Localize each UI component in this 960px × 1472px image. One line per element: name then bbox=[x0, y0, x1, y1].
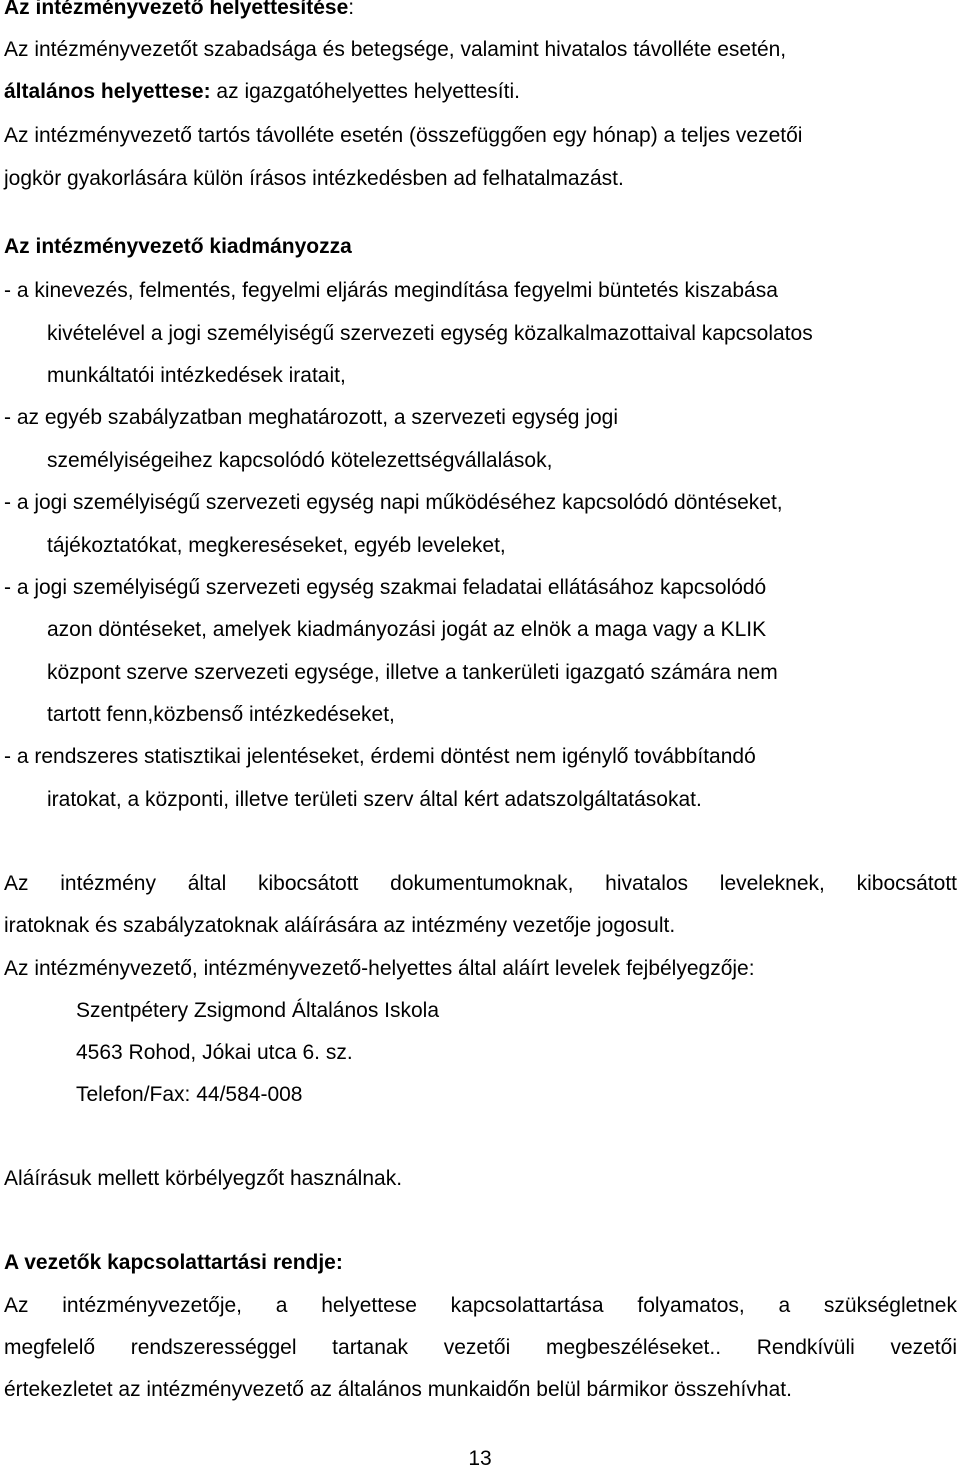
section-heading-deputy bbox=[4, 0, 354, 21]
page-number: 13 bbox=[468, 1447, 492, 1470]
paragraph-line: iratoknak és szabályzatoknak aláírására az intézmény vezetője jogosult. bbox=[4, 914, 676, 937]
paragraph-line: Az intézményvezetőt szabadsága és betegsége, valamint hivatalos távolléte esetén, bbox=[4, 38, 787, 61]
list-item-line: személyiségeihez kapcsolódó kötelezettségvállalások, bbox=[47, 449, 553, 472]
paragraph-line: értekezletet az intézményvezető az általános munkaidőn belül bármikor összehívhat. bbox=[4, 1378, 792, 1401]
paragraph-line: Az intézményvezető, intézményvezető-helyettes által aláírt levelek fejbélyegzője: bbox=[4, 957, 755, 980]
heading-text: Az intézményvezető helyettesítése bbox=[4, 0, 349, 19]
list-item-line: iratokat, a központi, illetve területi szerv által kért adatszolgáltatásokat. bbox=[47, 788, 702, 811]
list-item-line: - a kinevezés, felmentés, fegyelmi eljárás megindítása fegyelmi büntetés kiszabása bbox=[4, 279, 778, 302]
paragraph-line: Az intézmény által kibocsátott dokumentumoknak, hivatalos leveleknek, kibocsátott bbox=[4, 872, 957, 895]
section-heading-signing: Az intézményvezető kiadmányozza bbox=[4, 235, 352, 258]
list-item-line: - a jogi személyiségű szervezeti egység szakmai feladatai ellátásához kapcsolódó bbox=[4, 576, 767, 599]
paragraph-line: jogkör gyakorlására külön írásos intézkedésben ad felhatalmazást. bbox=[4, 167, 624, 190]
stamp-line-phone: Telefon/Fax: 44/584-008 bbox=[76, 1083, 303, 1106]
paragraph-line: Az intézményvezető tartós távolléte esetén (összefüggően egy hónap) a teljes vezetői bbox=[4, 124, 803, 147]
bold-label: általános helyettese: bbox=[4, 80, 211, 103]
list-item-line: - az egyéb szabályzatban meghatározott, a szervezeti egység jogi bbox=[4, 406, 619, 429]
list-item-line: munkáltatói intézkedések iratait, bbox=[47, 364, 346, 387]
list-item-line: - a rendszeres statisztikai jelentéseket, érdemi döntést nem igénylő továbbítandó bbox=[4, 745, 756, 768]
list-item-line: tájékoztatókat, megkereséseket, egyéb leveleket, bbox=[47, 534, 506, 557]
paragraph-line: Aláírásuk mellett körbélyegzőt használnak. bbox=[4, 1167, 403, 1190]
stamp-line-school-name: Szentpétery Zsigmond Általános Iskola bbox=[76, 999, 440, 1022]
section-heading-contact: A vezetők kapcsolattartási rendje: bbox=[4, 1251, 343, 1274]
line-text: az igazgatóhelyettes helyettesíti. bbox=[210, 80, 520, 103]
list-item-line: tartott fenn,közbenső intézkedéseket, bbox=[47, 703, 395, 726]
list-item-line: - a jogi személyiségű szervezeti egység napi működéséhez kapcsolódó döntéseket, bbox=[4, 491, 783, 514]
paragraph-line bbox=[4, 79, 520, 105]
stamp-line-address: 4563 Rohod, Jókai utca 6. sz. bbox=[76, 1041, 353, 1064]
paragraph-line: Az intézményvezetője, a helyettese kapcsolattartása folyamatos, a szükségletnek bbox=[4, 1294, 957, 1317]
list-item-line: azon döntéseket, amelyek kiadmányozási jogát az elnök a maga vagy a KLIK bbox=[47, 618, 767, 641]
heading-colon: : bbox=[348, 0, 355, 19]
list-item-line: központ szerve szervezeti egysége, illetve a tankerületi igazgató számára nem bbox=[47, 661, 778, 684]
list-item-line: kivételével a jogi személyiségű szervezeti egység közalkalmazottaival kapcsolatos bbox=[47, 322, 813, 345]
paragraph-line: megfelelő rendszerességgel tartanak vezetői megbeszéléseket.. Rendkívüli vezetői bbox=[4, 1336, 957, 1359]
